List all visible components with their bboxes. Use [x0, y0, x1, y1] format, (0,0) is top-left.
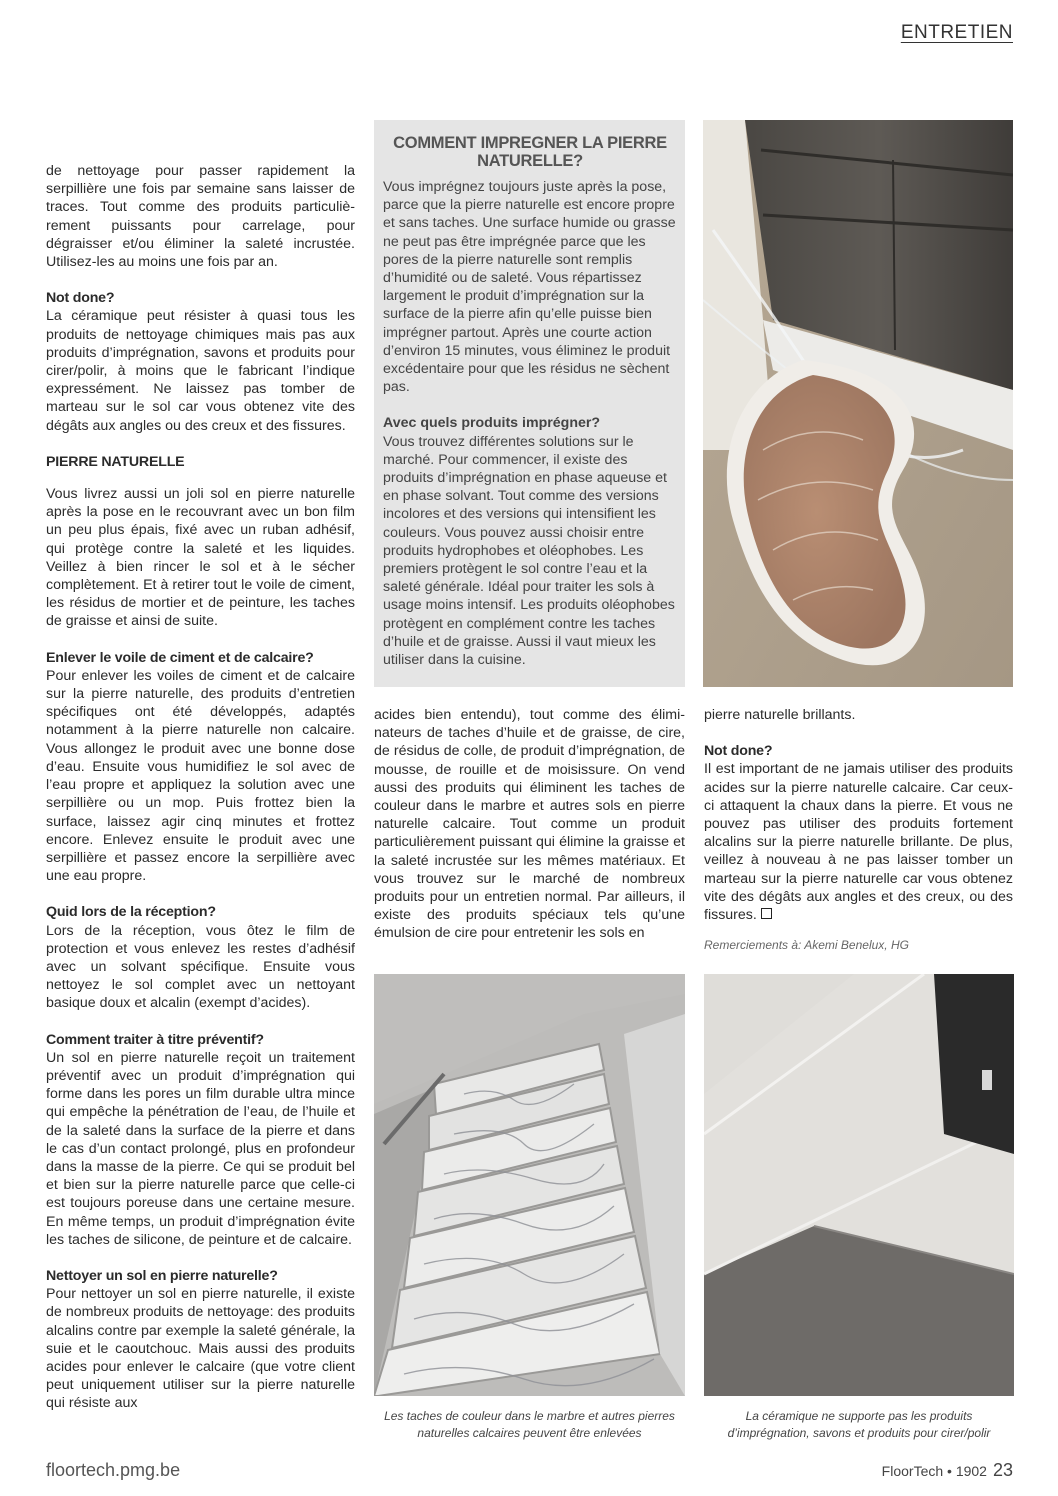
acknowledgement: Remerciements à: Akemi Benelux, HG [704, 938, 909, 953]
paragraph: pierre naturelle brillants. [704, 707, 856, 723]
subheading: Comment traiter à titre préventif? [46, 1031, 264, 1048]
caption-tiles: La céramique ne supporte pas les produits d’imprégnation, savons et produits pour cirer/polir [727, 1409, 991, 1440]
section-tag: ENTRETIEN [900, 22, 1013, 43]
footer-website: floortech.pmg.be [46, 1460, 181, 1480]
subheading: Not done? [46, 290, 115, 307]
paragraph: acides bien entendu), tout comme des éliminateurs de taches d’huile et de graisse, de cire, de résidus de colle, de produit d’imprégnation, de mousse, de rouille et de moisissure. On vend aussi des produits qui éliminent les taches de couleur dans le marbre et autres sols en pierre naturelle calcaire. Tout comme un produit particulièrement puissant qui élimine la graisse et la saleté incrustée sur les mêmes matériaux. Et vous trouvez sur le marché de nombreux produits pour un entretien normal. Par ailleurs, il existe des produits spéciaux tels qu’une émulsion de cire pour entretenir les sols en [374, 707, 685, 942]
paragraph: Pour enlever les voiles de ciment et de calcaire sur la pierre naturelle, des produits d’entretien spécifiques ont été développés, adaptés notamment à la pierre naturelle non calcaire. Vous allongez le produit avec une bonne dose d’eau. Ensuite vous humidifiez le sol avec de l’eau propre et appliquez la solution avec une serpillière ou un mop. Puis frottez bien la surface, laissez agir cinq minutes et frottez encore. Enlevez ensuite le produit avec une serpillière et passez encore la serpillière avec une eau propre. [46, 667, 355, 885]
paragraph: Vous imprégnez toujours juste après la pose, parce que la pierre naturelle est encore propre et sans taches. Une surface humide ou grasse ne peut pas être imprégnée parce que les pores de la pierre naturelle sont remplis d’humidité ou de saleté. Vous répartissez largement le produit d’imprégnation sur la surface de la pierre afin qu’elle puisse bien imprégner partout. Après une courte action d’environ 15 minutes, vous éliminez le produit excédentaire pour que les résidus ne sèchent pas. [383, 179, 676, 396]
sidebar-title: COMMENT IMPREGNER LA PIERRE NATURELLE? [393, 134, 667, 170]
caption-stairs: Les taches de couleur dans le marbre et autres pierres naturelles calcaires peuvent être enlevées [384, 1409, 675, 1440]
photo-impregnation-image [703, 120, 1013, 687]
subheading: Nettoyer un sol en pierre naturelle? [46, 1267, 278, 1284]
paragraph-text: Il est important de ne jamais utiliser des produits acides sur la pierre naturelle calcaire. Car ceux-ci attaquent la chaux dans la pierre. Et vous ne pouvez pas utiliser des produits fortement alcalins sur la pierre naturelle brillante. De plus, veillez à nouveau à ne pas laisser tomber un marteau sur la pierre naturelle car vous obtenez vite des dégâts aux angles et des creux, ou des fissures. [704, 761, 1013, 924]
section-heading: PIERRE NATURELLE [46, 453, 185, 470]
subheading: Avec quels produits imprégner? [383, 415, 601, 432]
magazine-name: FloorTech • 1902 [881, 1463, 987, 1479]
photo-marble-stairs-image [374, 974, 685, 1396]
sidebar-box [374, 120, 685, 687]
end-of-article-icon [761, 908, 772, 919]
photo-ceramic-tiles-image [704, 974, 1014, 1396]
article-column-left [46, 162, 355, 1431]
subheading: Not done? [704, 743, 773, 760]
paragraph: Vous trouvez différentes solutions sur le marché. Pour commencer, il existe des produits d’imprégnation en phase aqueuse et en phase solvant. Tout comme des versions incolores et des versions qui intensifient les couleurs. Vous pouvez aussi choisir entre produits hydrophobes et oléophobes. Les premiers protègent le sol contre l’eau et la saleté générale. Idéal pour traiter les sols à usage moins intensif. Les produits oléophobes protègent en complément contre les taches d’huile et de graisse. Aussi il vaut mieux les utiliser dans la cuisine. [383, 433, 675, 669]
photo-ceramic-tiles [704, 974, 1014, 1396]
paragraph [704, 760, 1013, 924]
subheading: Quid lors de la réception? [46, 904, 216, 921]
page-number: 23 [992, 1460, 1013, 1480]
paragraph: de nettoyage pour passer rapidement la serpillière une fois par semaine sans laisser de traces. Tout comme des produits particulièrement puissants pour carrelage, pour dégraisser et/ou éliminer la saleté incrustée. Utilisez-les au moins une fois par an. [46, 163, 355, 271]
photo-impregnation [703, 120, 1013, 687]
paragraph: Pour nettoyer un sol en pierre naturelle, il existe de nombreux produits de nettoyage: des produits alcalins contre par exemple la saleté générale, la suie et le caoutchouc. Mais aussi des produits acides pour enlever le calcaire (que votre client peut uniquement utiliser sur la pierre naturelle qui résiste aux [46, 1286, 355, 1412]
photo-marble-stairs [374, 974, 685, 1396]
article-column-right [704, 706, 1013, 954]
paragraph: Vous livrez aussi un joli sol en pierre naturelle après la pose en le recouvrant avec un bon film un peu plus épais, fixé avec un ruban adhésif, qui protège contre la saleté et les liquides. Veillez à bien rincer le sol et à le sécher complètement. Et à retirer tout le voile de ciment, les résidus de mortier et de peinture, les taches de graisse et ainsi de suite. [46, 486, 355, 630]
paragraph: Un sol en pierre naturelle reçoit un traitement préventif avec un produit d’imprégnation qui forme dans les pores un film durable ultra mince qui empêche la pénétration de l’eau, de l’huile et de la saleté dans la surface de la pierre et dans le cas d’un contact prolongé, plus en profondeur dans la masse de la pierre. Ce qui se produit bel et bien sur la pierre naturelle parce que celle-ci est toujours poreuse dans une certaine mesure. En même temps, un produit d’imprégnation évite les taches de silicone, de peinture et de calcaire. [46, 1049, 355, 1248]
paragraph: Lors de la réception, vous ôtez le film de protection et vous enlevez les restes d’adhésif avec un solvant spécifique. Ensuite vous nettoyez le sol complet avec un nettoyant basique doux et alcalin (exempt d’acides). [46, 922, 355, 1012]
subheading: Enlever le voile de ciment et de calcaire? [46, 649, 314, 666]
paragraph: La céramique peut résister à quasi tous les produits de nettoyage chimiques mais pas aux produits d’imprégnation, savons et produits pour cirer/polir, à moins que le fabricant l’indique expressément. Ne laissez pas tomber de marteau sur le sol car vous obtenez vite des dégâts aux angles ou des creux et des fissures. [46, 308, 355, 434]
article-column-middle [374, 706, 685, 961]
footer-folio [882, 1460, 1013, 1481]
